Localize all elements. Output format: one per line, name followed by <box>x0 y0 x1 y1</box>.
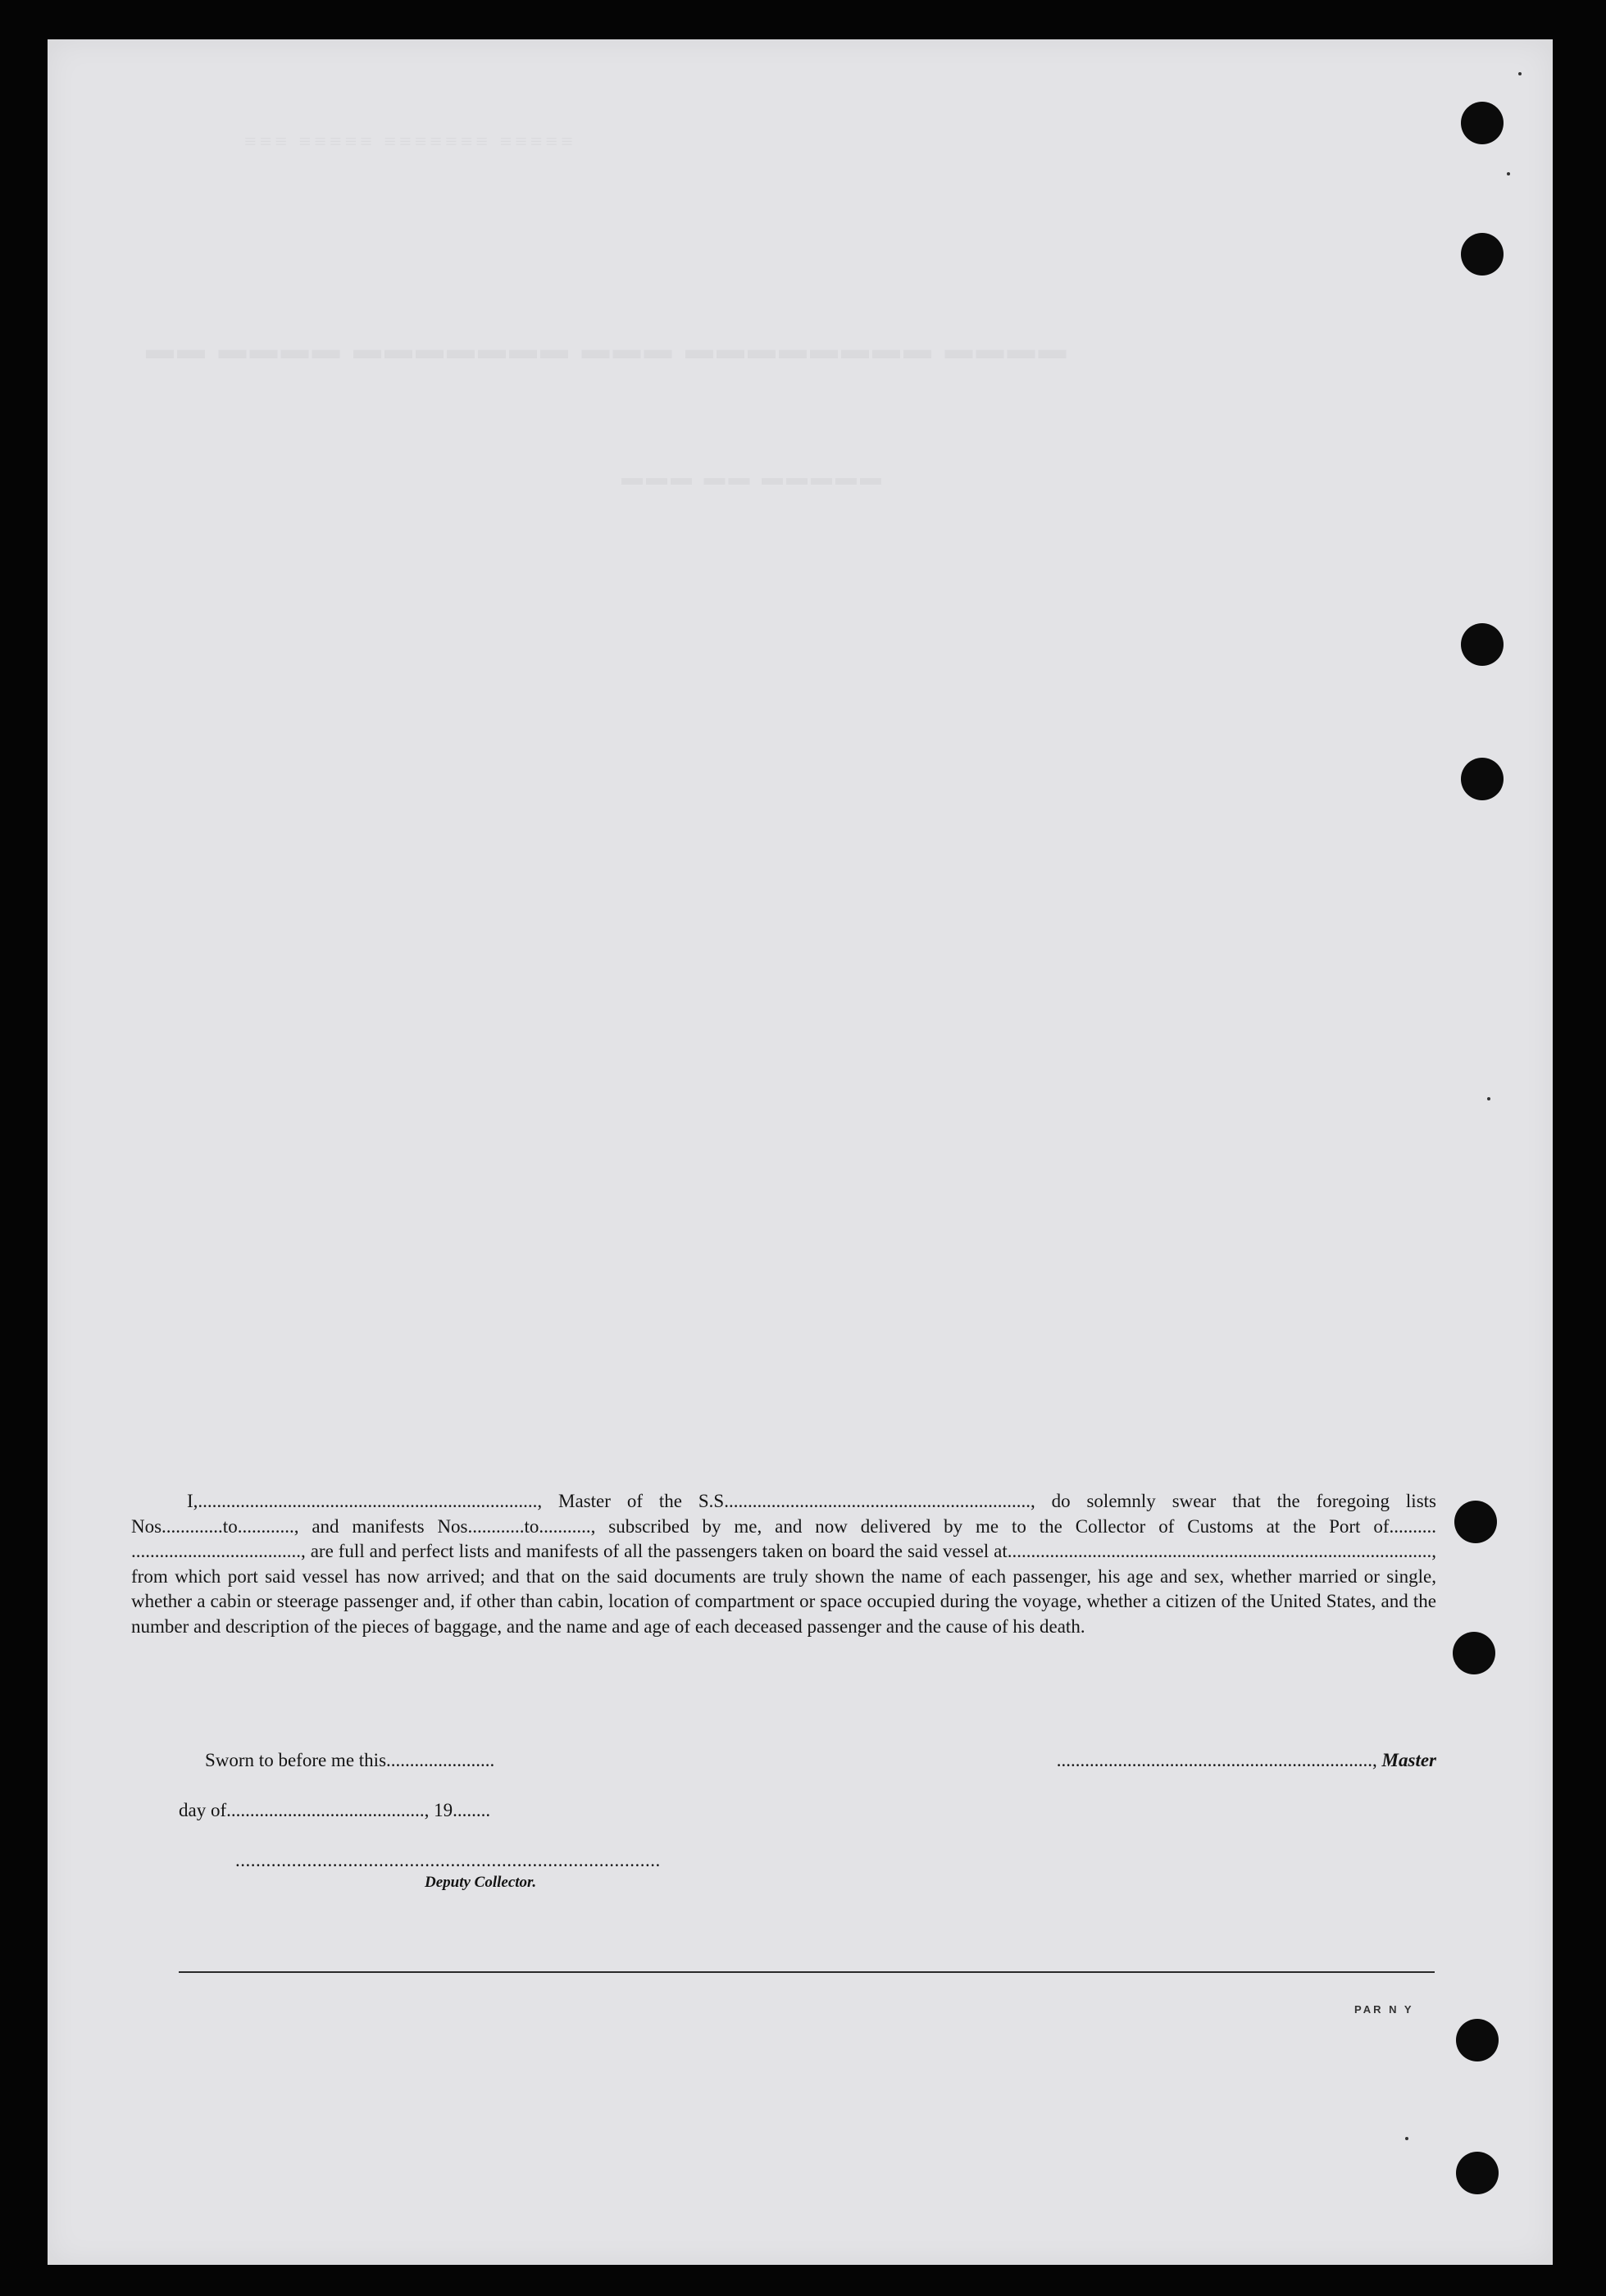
bleed-through-text: ≡≡≡ ≡≡≡≡≡ ≡≡≡≡≡≡≡ ≡≡≡≡≡ <box>244 130 576 153</box>
dust-speck <box>1507 172 1510 175</box>
horizontal-rule <box>179 1971 1435 1973</box>
punch-hole-icon <box>1456 2152 1499 2194</box>
master-label: Master <box>1381 1750 1436 1770</box>
sworn-before-line: Sworn to before me this....................... <box>205 1750 495 1770</box>
oath-paragraph: I,........................................................................, Master of the S.S................................................................., do solemnly swear that the foregoing lists Nos.............to............, and manifests Nos............to..........., subscribed by me, and now delivered by me to the Collector of Customs at the Port of.......... ...................................., are full and perfect lists and manifests of all the passengers taken on board the said vessel at.........................................................................................., from which port said vessel has now arrived; and that on the said documents are truly shown the name of each passenger, his age and sex, whether married or single, whether a cabin or steerage passenger and, if other than cabin, location of compartment or space occupied during the voyage, whether a citizen of the United States, and the number and description of the pieces of baggage, and the name and age of each deceased passenger and the cause of his death. <box>131 1491 1436 1637</box>
punch-hole-icon <box>1461 233 1504 276</box>
dust-speck <box>1518 72 1522 75</box>
punch-hole-icon <box>1461 758 1504 800</box>
punch-hole-icon <box>1461 623 1504 666</box>
dust-speck <box>1487 1097 1490 1100</box>
master-signature-dots: ..................................................................., <box>1056 1750 1382 1770</box>
day-of-line: day of.........................................., 19........ <box>179 1800 491 1820</box>
printer-mark: PAR N Y <box>1354 2003 1414 2016</box>
dust-speck <box>1405 2137 1408 2140</box>
punch-hole-icon <box>1456 2019 1499 2061</box>
oath-statement <box>131 1489 1436 1639</box>
bleed-through-text: ▬▬ ▬▬▬▬ ▬▬▬▬▬▬▬ ▬▬▬ ▬▬▬▬▬▬▬▬ ▬▬▬▬ <box>146 335 1070 365</box>
punch-hole-icon <box>1454 1501 1497 1543</box>
form-page <box>48 39 1553 2265</box>
bleed-through-text: ▬▬▬ ▬▬ ▬▬▬▬▬ <box>621 466 885 490</box>
punch-hole-icon <box>1453 1632 1495 1674</box>
deputy-signature-line: ................................................................................... <box>235 1850 661 1870</box>
deputy-collector-label: Deputy Collector. <box>425 1874 537 1891</box>
master-signature-line <box>1057 1750 1436 1771</box>
punch-hole-icon <box>1461 102 1504 144</box>
